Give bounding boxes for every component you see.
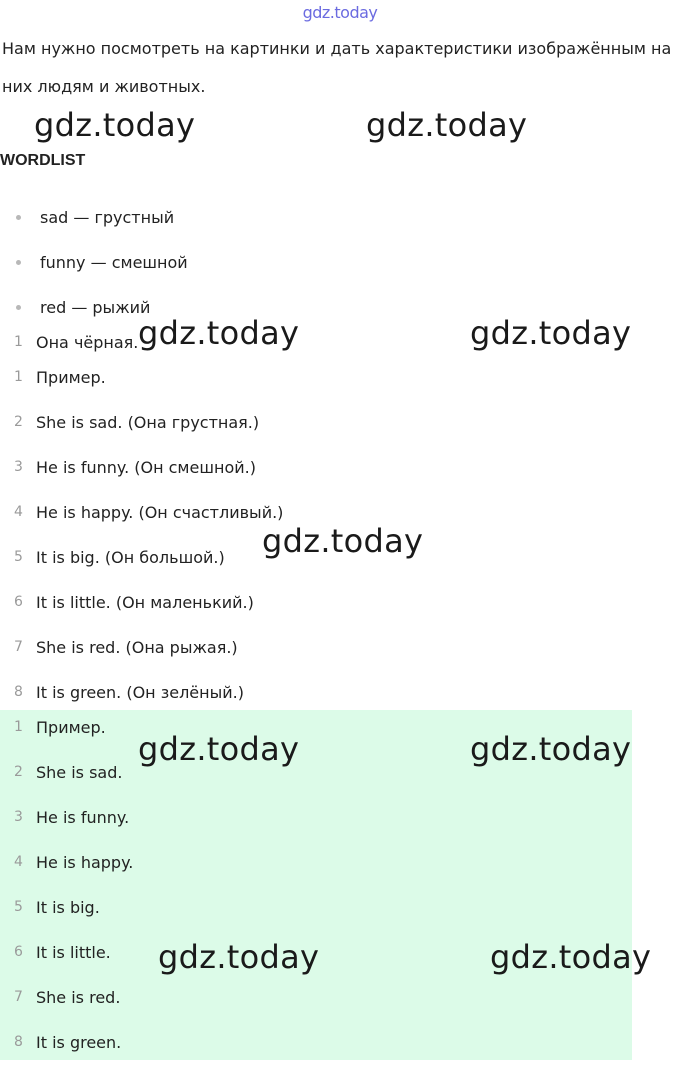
item-text: It is little.	[36, 943, 111, 962]
item-text: He is happy.	[36, 853, 134, 872]
item-number: 5	[14, 899, 23, 915]
item-number: 7	[14, 639, 23, 655]
item-number: 1	[14, 719, 23, 735]
watermark: gdz.today	[138, 730, 300, 768]
item-number: 3	[14, 809, 23, 825]
item-number: 1	[14, 334, 23, 350]
item-text: He is funny. (Он смешной.)	[36, 458, 256, 477]
watermark: gdz.today	[34, 106, 196, 144]
wordlist-item-text: sad — грустный	[40, 208, 175, 227]
item-text: It is green.	[36, 1033, 122, 1052]
item-text: It is big.	[36, 898, 100, 917]
watermark: gdz.today	[366, 106, 528, 144]
wordlist-item	[0, 240, 188, 285]
item-number: 5	[14, 549, 23, 565]
wordlist-item-text: red — рыжий	[40, 298, 151, 317]
wordlist	[0, 195, 188, 330]
item-text: Пример.	[36, 368, 106, 387]
item-number: 6	[14, 944, 23, 960]
item-number: 4	[14, 854, 23, 870]
item-text: She is sad.	[36, 763, 123, 782]
watermark: gdz.today	[138, 314, 300, 352]
item-text: He is funny.	[36, 808, 130, 827]
bullet-icon	[16, 215, 21, 220]
watermark: gdz.today	[262, 522, 424, 560]
item-text: She is sad. (Она грустная.)	[36, 413, 260, 432]
watermark: gdz.today	[470, 730, 632, 768]
item-text: He is happy. (Он счастливый.)	[36, 503, 284, 522]
wordlist-item-text: funny — смешной	[40, 253, 188, 272]
watermark: gdz.today	[470, 314, 632, 352]
item-text: It is big. (Он большой.)	[36, 548, 225, 567]
bullet-icon	[16, 305, 21, 310]
wordlist-heading: WORDLIST	[0, 152, 86, 169]
item-text: It is green. (Он зелёный.)	[36, 683, 244, 702]
item-text: She is red.	[36, 988, 121, 1007]
item-number: 7	[14, 989, 23, 1005]
watermark: gdz.today	[158, 938, 320, 976]
item-number: 4	[14, 504, 23, 520]
intro-text: Нам нужно посмотреть на картинки и дать характеристики изображённым на них людям и животных.	[2, 39, 672, 96]
item-number: 2	[14, 764, 23, 780]
item-text: She is red. (Она рыжая.)	[36, 638, 238, 657]
item-number: 3	[14, 459, 23, 475]
item-number: 6	[14, 594, 23, 610]
item-number: 2	[14, 414, 23, 430]
bullet-icon	[16, 260, 21, 265]
item-text: It is little. (Он маленький.)	[36, 593, 254, 612]
item-text: Она чёрная.	[36, 333, 139, 352]
item-text: Пример.	[36, 718, 106, 737]
wordlist-item	[0, 195, 188, 240]
item-number: 8	[14, 684, 23, 700]
item-number: 1	[14, 369, 23, 385]
watermark: gdz.today	[490, 938, 652, 976]
top-watermark: gdz.today	[302, 3, 378, 22]
item-number: 8	[14, 1034, 23, 1050]
